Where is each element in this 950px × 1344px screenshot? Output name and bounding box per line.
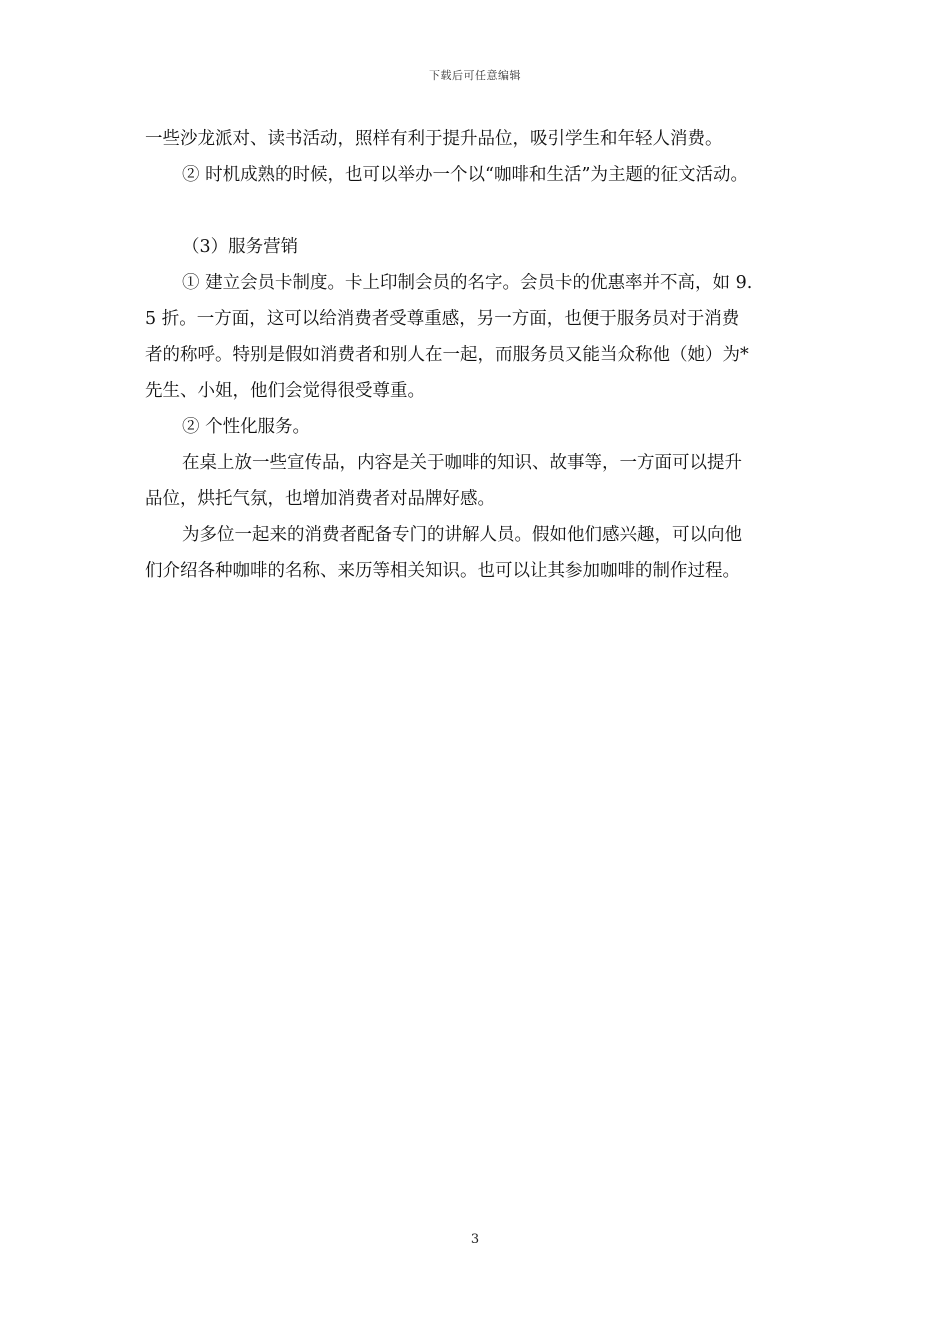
paragraph-line: 为多位一起来的消费者配备专门的讲解人员。假如他们感兴趣，可以向他 bbox=[182, 525, 742, 545]
paragraph-line: ② 时机成熟的时候，也可以举办一个以“咖啡和生活”为主题的征文活动。 bbox=[182, 165, 748, 185]
paragraph-line: 者的称呼。特别是假如消费者和别人在一起，而服务员又能当众称他（她）为* bbox=[145, 345, 749, 365]
paragraph-line: 们介绍各种咖啡的名称、来历等相关知识。也可以让其参加咖啡的制作过程。 bbox=[145, 561, 740, 581]
paragraph-line: 5 折。一方面，这可以给消费者受尊重感，另一方面，也便于服务员对于消费 bbox=[145, 309, 740, 329]
header-note: 下载后可任意编辑 bbox=[429, 69, 521, 82]
paragraph-line: 先生、小姐，他们会觉得很受尊重。 bbox=[145, 381, 425, 401]
section-heading: （3）服务营销 bbox=[182, 237, 299, 257]
page-number: 3 bbox=[470, 1232, 480, 1247]
paragraph-line: ① 建立会员卡制度。卡上印制会员的名字。会员卡的优惠率并不高，如 9. bbox=[182, 273, 753, 293]
paragraph-line: 品位，烘托气氛，也增加消费者对品牌好感。 bbox=[145, 489, 495, 509]
paragraph-line: 在桌上放一些宣传品，内容是关于咖啡的知识、故事等，一方面可以提升 bbox=[182, 453, 742, 473]
paragraph-line: ② 个性化服务。 bbox=[182, 417, 311, 437]
paragraph-line: 一些沙龙派对、读书活动，照样有利于提升品位，吸引学生和年轻人消费。 bbox=[145, 129, 723, 149]
